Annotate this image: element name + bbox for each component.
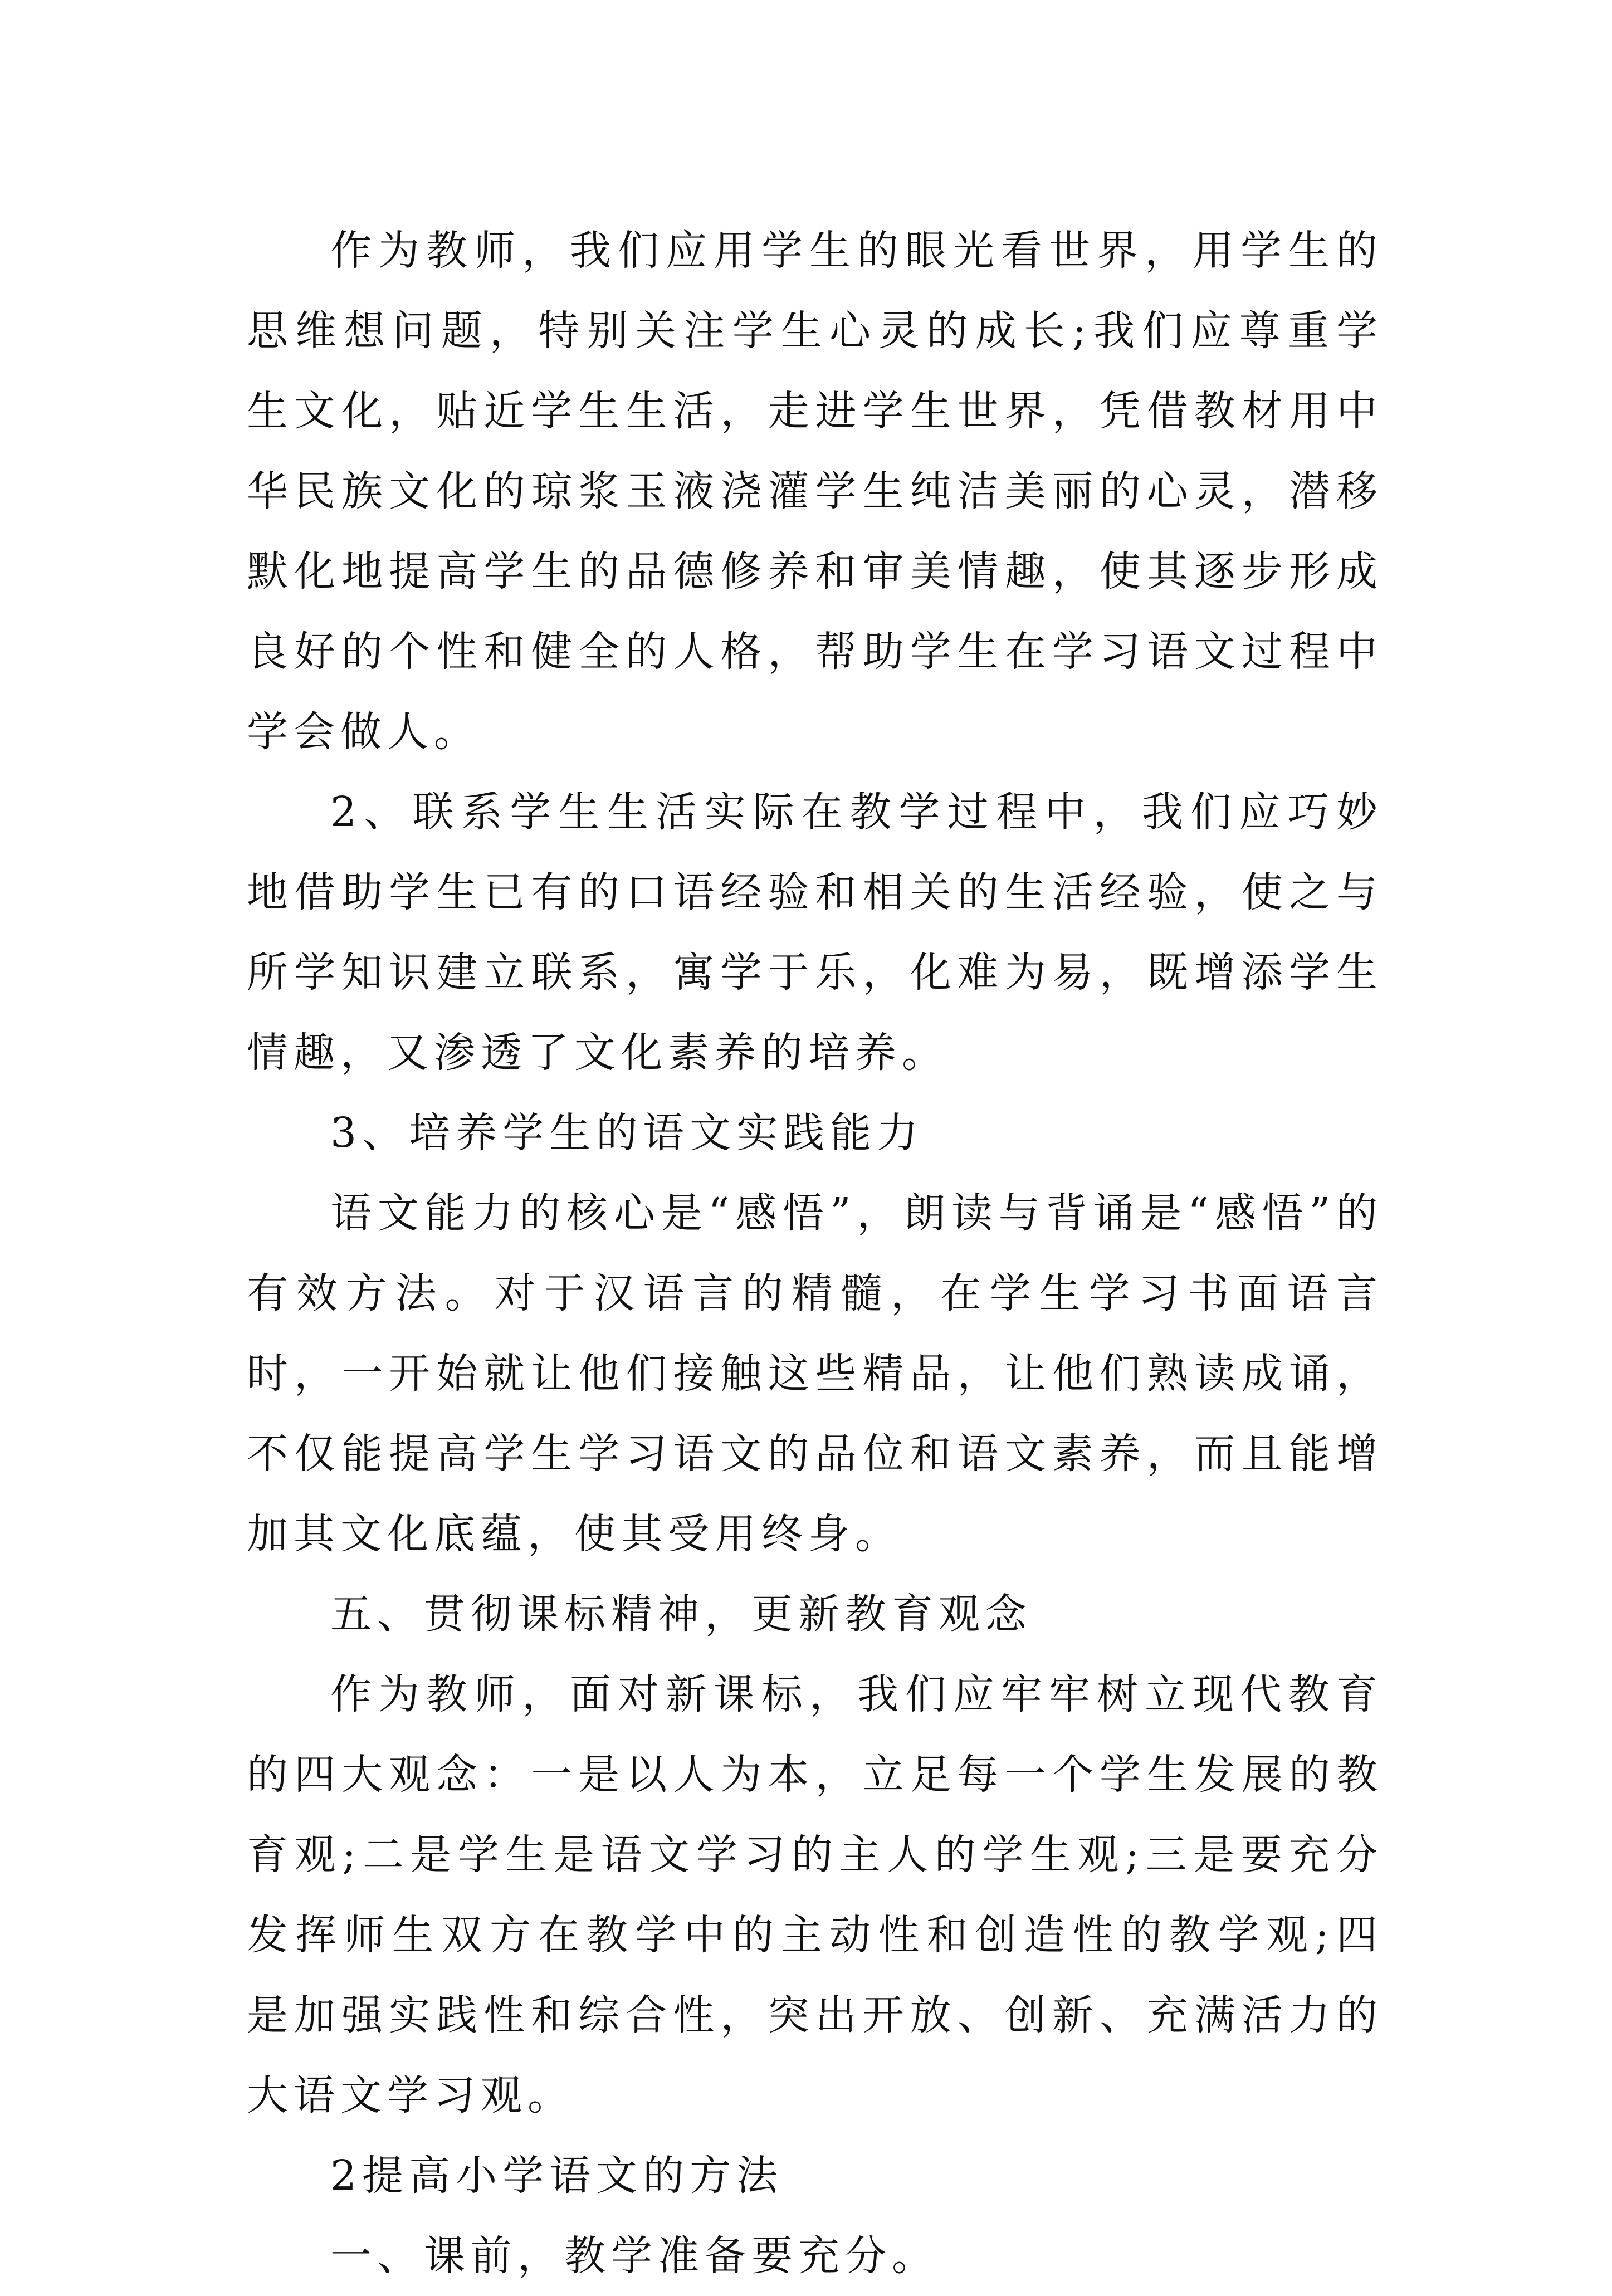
paragraph-2: 2、联系学生生活实际在教学过程中，我们应巧妙地借助学生已有的口语经验和相关的生活经验，使之与所学知识建立联系，寓学于乐，化难为易，既增添学生情趣，又渗透了文化素养的培养。 <box>247 788 1383 1077</box>
paragraph-4: 作为教师，面对新课标，我们应牢牢树立现代教育的四大观念：一是以人为本，立足每一个学生发展的教育观;二是学生是语文学习的主人的学生观;三是要充分发挥师生双方在教学中的主动性和创造性的教学观;四是加强实践性和综合性，突出开放、创新、充满活力的大语文学习观。 <box>247 1670 1383 2119</box>
section-heading-5: 五、贯彻课标精神，更新教育观念 <box>330 1590 1032 1638</box>
document-body <box>247 211 1383 2296</box>
section-heading-1: 一、课前，教学准备要充分。 <box>330 2232 939 2280</box>
section-heading-3: 3、培养学生的语文实践能力 <box>330 1109 924 1157</box>
paragraph-1: 作为教师，我们应用学生的眼光看世界，用学生的思维想问题，特别关注学生心灵的成长;我们应尊重学生文化，贴近学生生活，走进学生世界，凭借教材用中华民族文化的琼浆玉液浇灌学生纯洁美丽的心灵，潜移默化地提高学生的品德修养和审美情趣，使其逐步形成良好的个性和健全的人格，帮助学生在学习语文过程中学会做人。 <box>247 227 1383 756</box>
paragraph-3: 语文能力的核心是“感悟”，朗读与背诵是“感悟”的有效方法。对于汉语言的精髓，在学生学习书面语言时，一开始就让他们接触这些精品，让他们熟读成诵，不仅能提高学生学习语文的品位和语文素养，而且能增加其文化底蕴，使其受用终身。 <box>247 1189 1383 1558</box>
chapter-heading: 2提高小学语文的方法 <box>330 2152 784 2200</box>
